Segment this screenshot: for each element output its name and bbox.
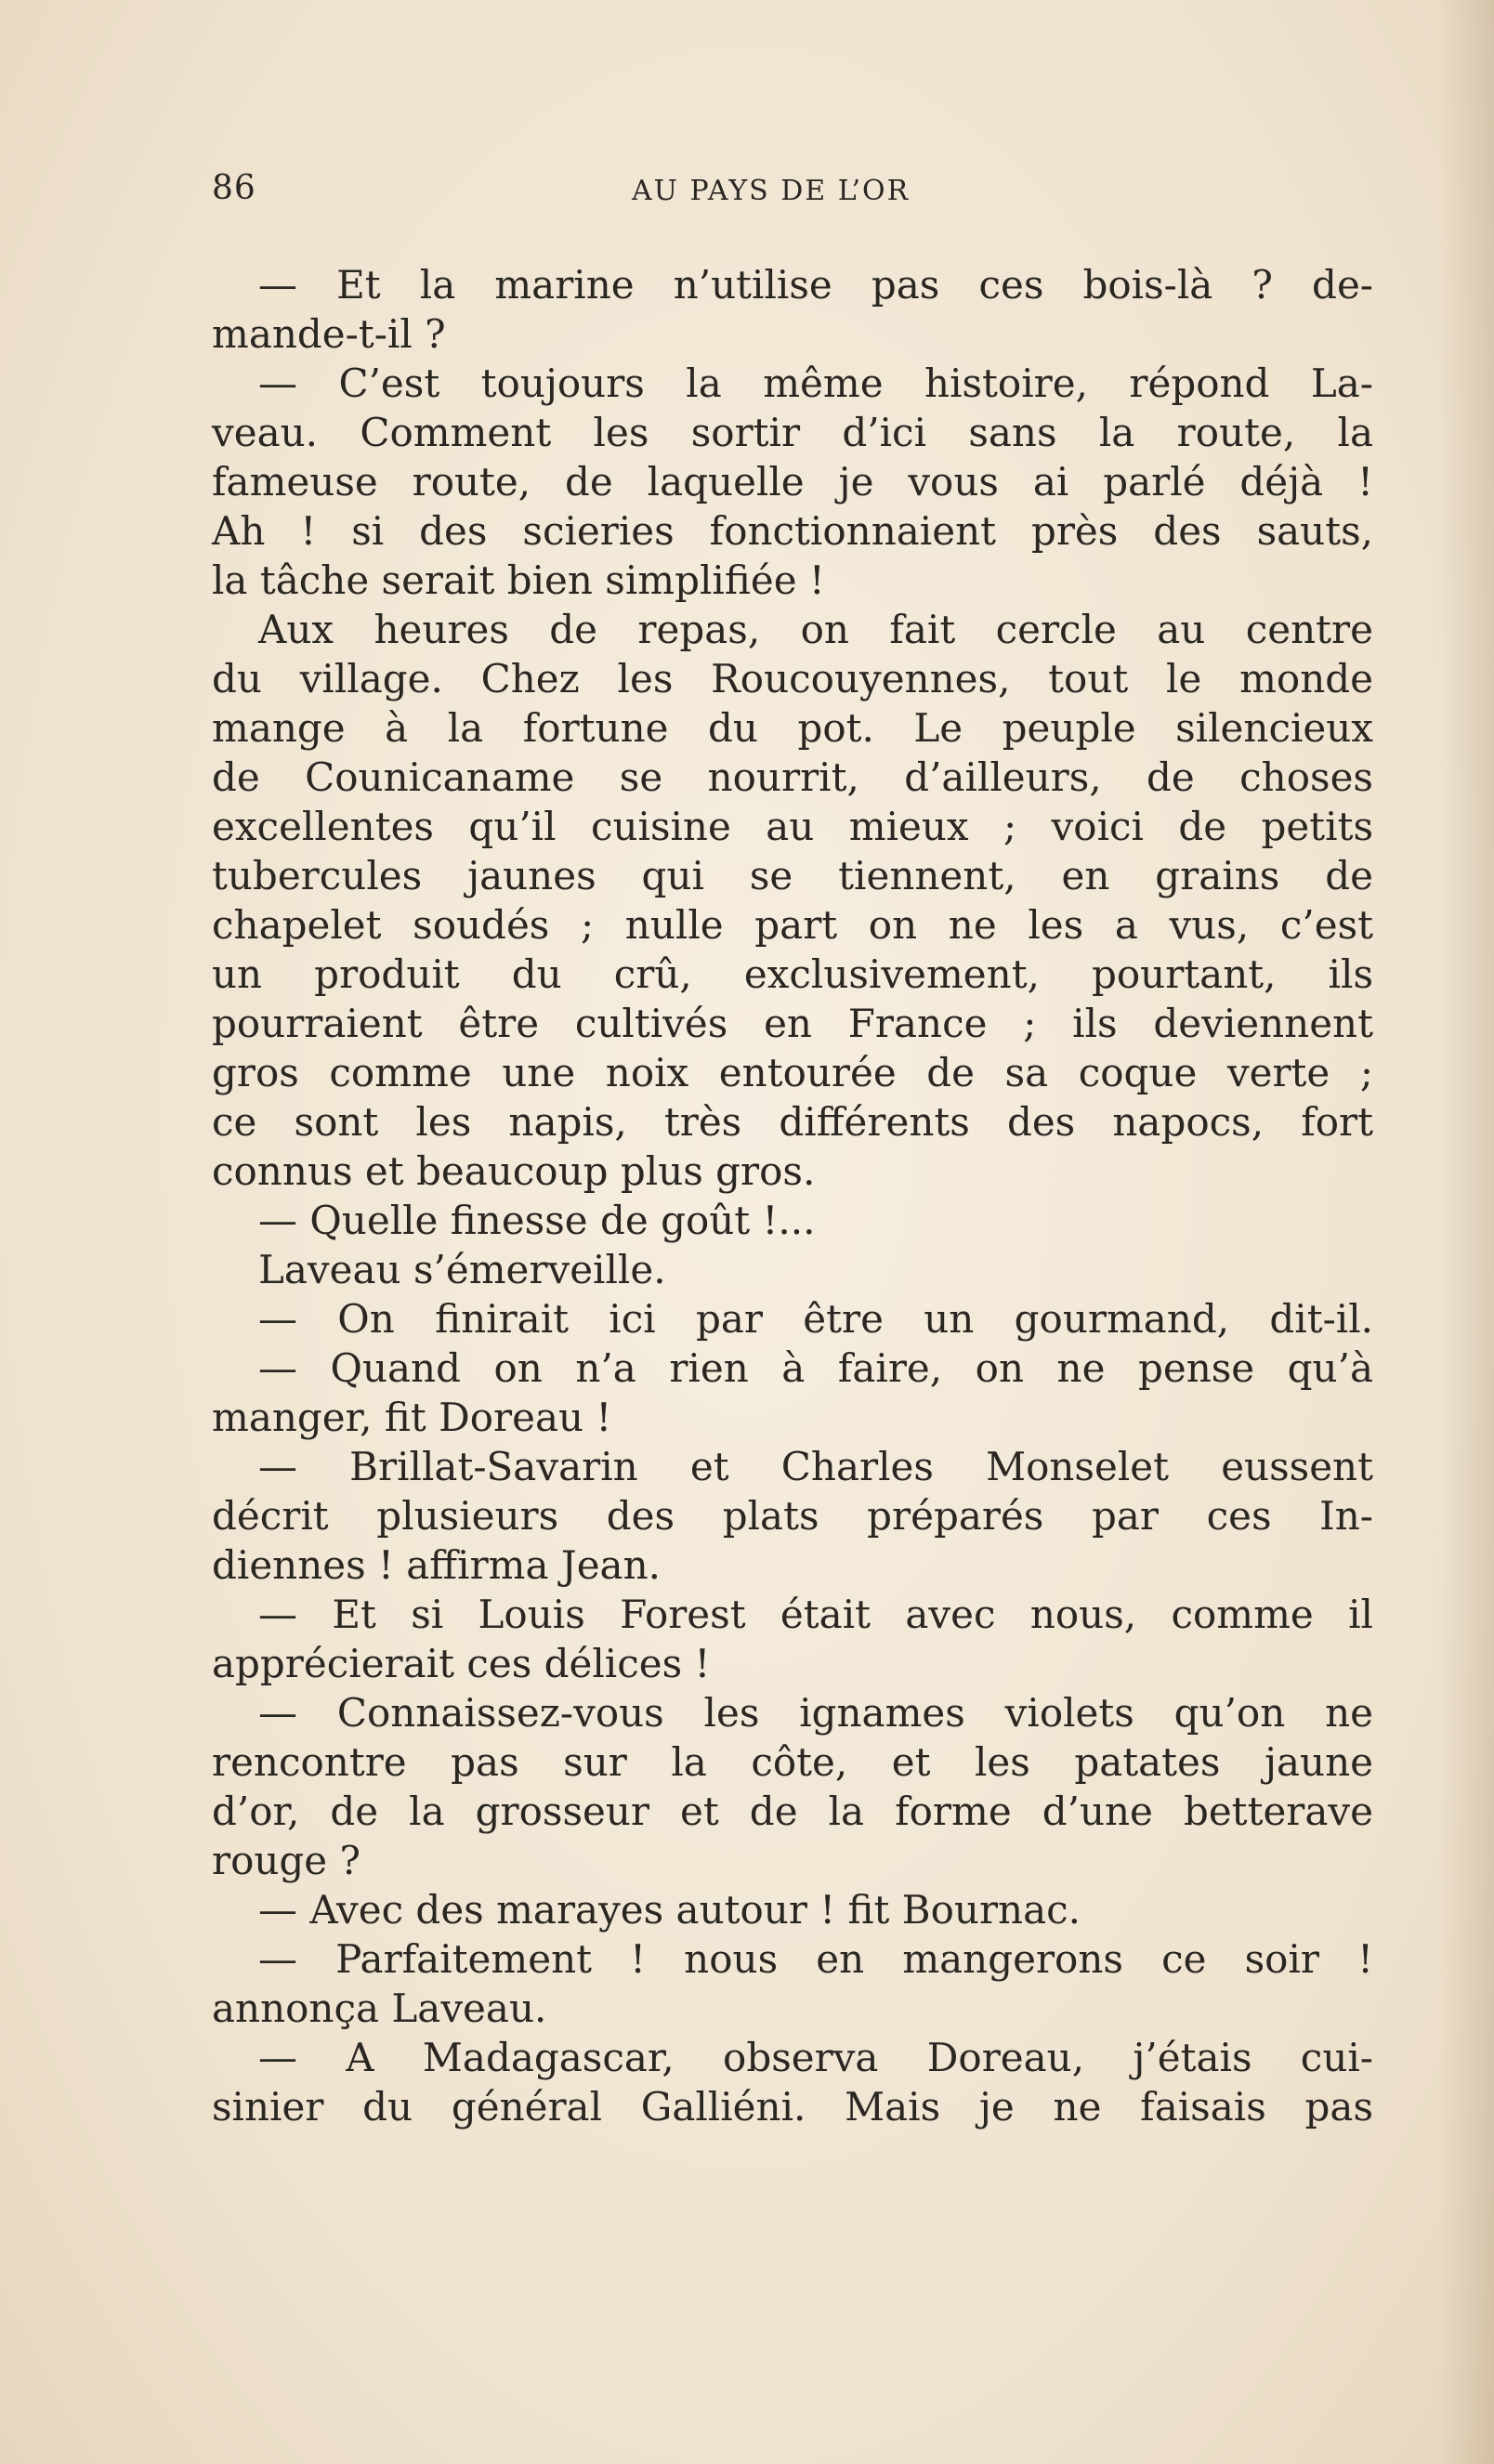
text-line: — A Madagascar, observa Doreau, j’étais cui-: [258, 2035, 1373, 2080]
text-line: chapelet soudés ; nulle part on ne les a vus, c’est: [212, 902, 1373, 948]
text-line: fameuse route, de laquelle je vous ai parlé déjà !: [212, 459, 1373, 505]
text-line: un produit du crû, exclusivement, pourtant, ils: [212, 951, 1373, 997]
text-line: la tâche serait bien simplifiée !: [212, 557, 825, 603]
text-line: de Counicaname se nourrit, d’ailleurs, de choses: [212, 754, 1373, 800]
page-number: 86: [212, 169, 256, 207]
text-line: sinier du général Galliéni. Mais je ne faisais pas: [212, 2084, 1373, 2130]
text-line: mande-t-il ?: [212, 311, 446, 357]
body-text: [212, 260, 1373, 2131]
text-line: apprécierait ces délices !: [212, 1641, 711, 1686]
text-line: manger, fit Doreau !: [212, 1395, 612, 1440]
text-line: d’or, de la grosseur et de la forme d’une betterave: [212, 1789, 1373, 1834]
text-line: — Quand on n’a rien à faire, on ne pense qu’à: [258, 1345, 1373, 1391]
text-line: — Connaissez-vous les ignames violets qu’on ne: [258, 1690, 1373, 1736]
running-title: AU PAYS DE L’OR: [632, 175, 911, 207]
text-line: excellentes qu’il cuisine au mieux ; voici de petits: [212, 804, 1373, 849]
text-line: Aux heures de repas, on fait cercle au centre: [258, 607, 1373, 652]
text-line: rencontre pas sur la côte, et les patates jaune: [212, 1739, 1373, 1785]
text-line: — Brillat-Savarin et Charles Monselet eussent: [258, 1444, 1373, 1489]
text-line: — On finirait ici par être un gourmand, dit-il.: [258, 1296, 1373, 1342]
text-line: ce sont les napis, très différents des napocs, fort: [212, 1099, 1373, 1145]
text-line: du village. Chez les Roucouyennes, tout le monde: [212, 656, 1373, 701]
text-line: gros comme une noix entourée de sa coque verte ;: [212, 1050, 1373, 1095]
text-line: pourraient être cultivés en France ; ils deviennent: [212, 1001, 1373, 1046]
text-line: Laveau s’émerveille.: [258, 1247, 666, 1292]
text-line: veau. Comment les sortir d’ici sans la route, la: [212, 410, 1373, 455]
text-line: mange à la fortune du pot. Le peuple silencieux: [212, 705, 1373, 751]
text-line: rouge ?: [212, 1838, 361, 1883]
text-line: — Et si Louis Forest était avec nous, comme il: [258, 1592, 1373, 1637]
text-line: — Et la marine n’utilise pas ces bois-là ? de-: [258, 262, 1373, 308]
text-line: décrit plusieurs des plats préparés par ces In-: [212, 1493, 1373, 1539]
text-line: diennes ! affirma Jean.: [212, 1542, 661, 1588]
text-line: annonça Laveau.: [212, 1986, 547, 2031]
text-line: Ah ! si des scieries fonctionnaient près des sauts,: [212, 508, 1373, 554]
text-line: — C’est toujours la même histoire, répond La-: [258, 360, 1373, 406]
text-line: — Avec des marayes autour ! fit Bournac.: [258, 1887, 1081, 1933]
text-line: — Quelle finesse de goût !...: [258, 1198, 816, 1243]
text-line: — Parfaitement ! nous en mangerons ce soir !: [258, 1936, 1373, 1982]
page-header: [212, 169, 1373, 216]
page-binding-shadow: [1438, 0, 1494, 2464]
text-line: tubercules jaunes qui se tiennent, en grains de: [212, 853, 1373, 898]
text-line: connus et beaucoup plus gros.: [212, 1148, 816, 1194]
